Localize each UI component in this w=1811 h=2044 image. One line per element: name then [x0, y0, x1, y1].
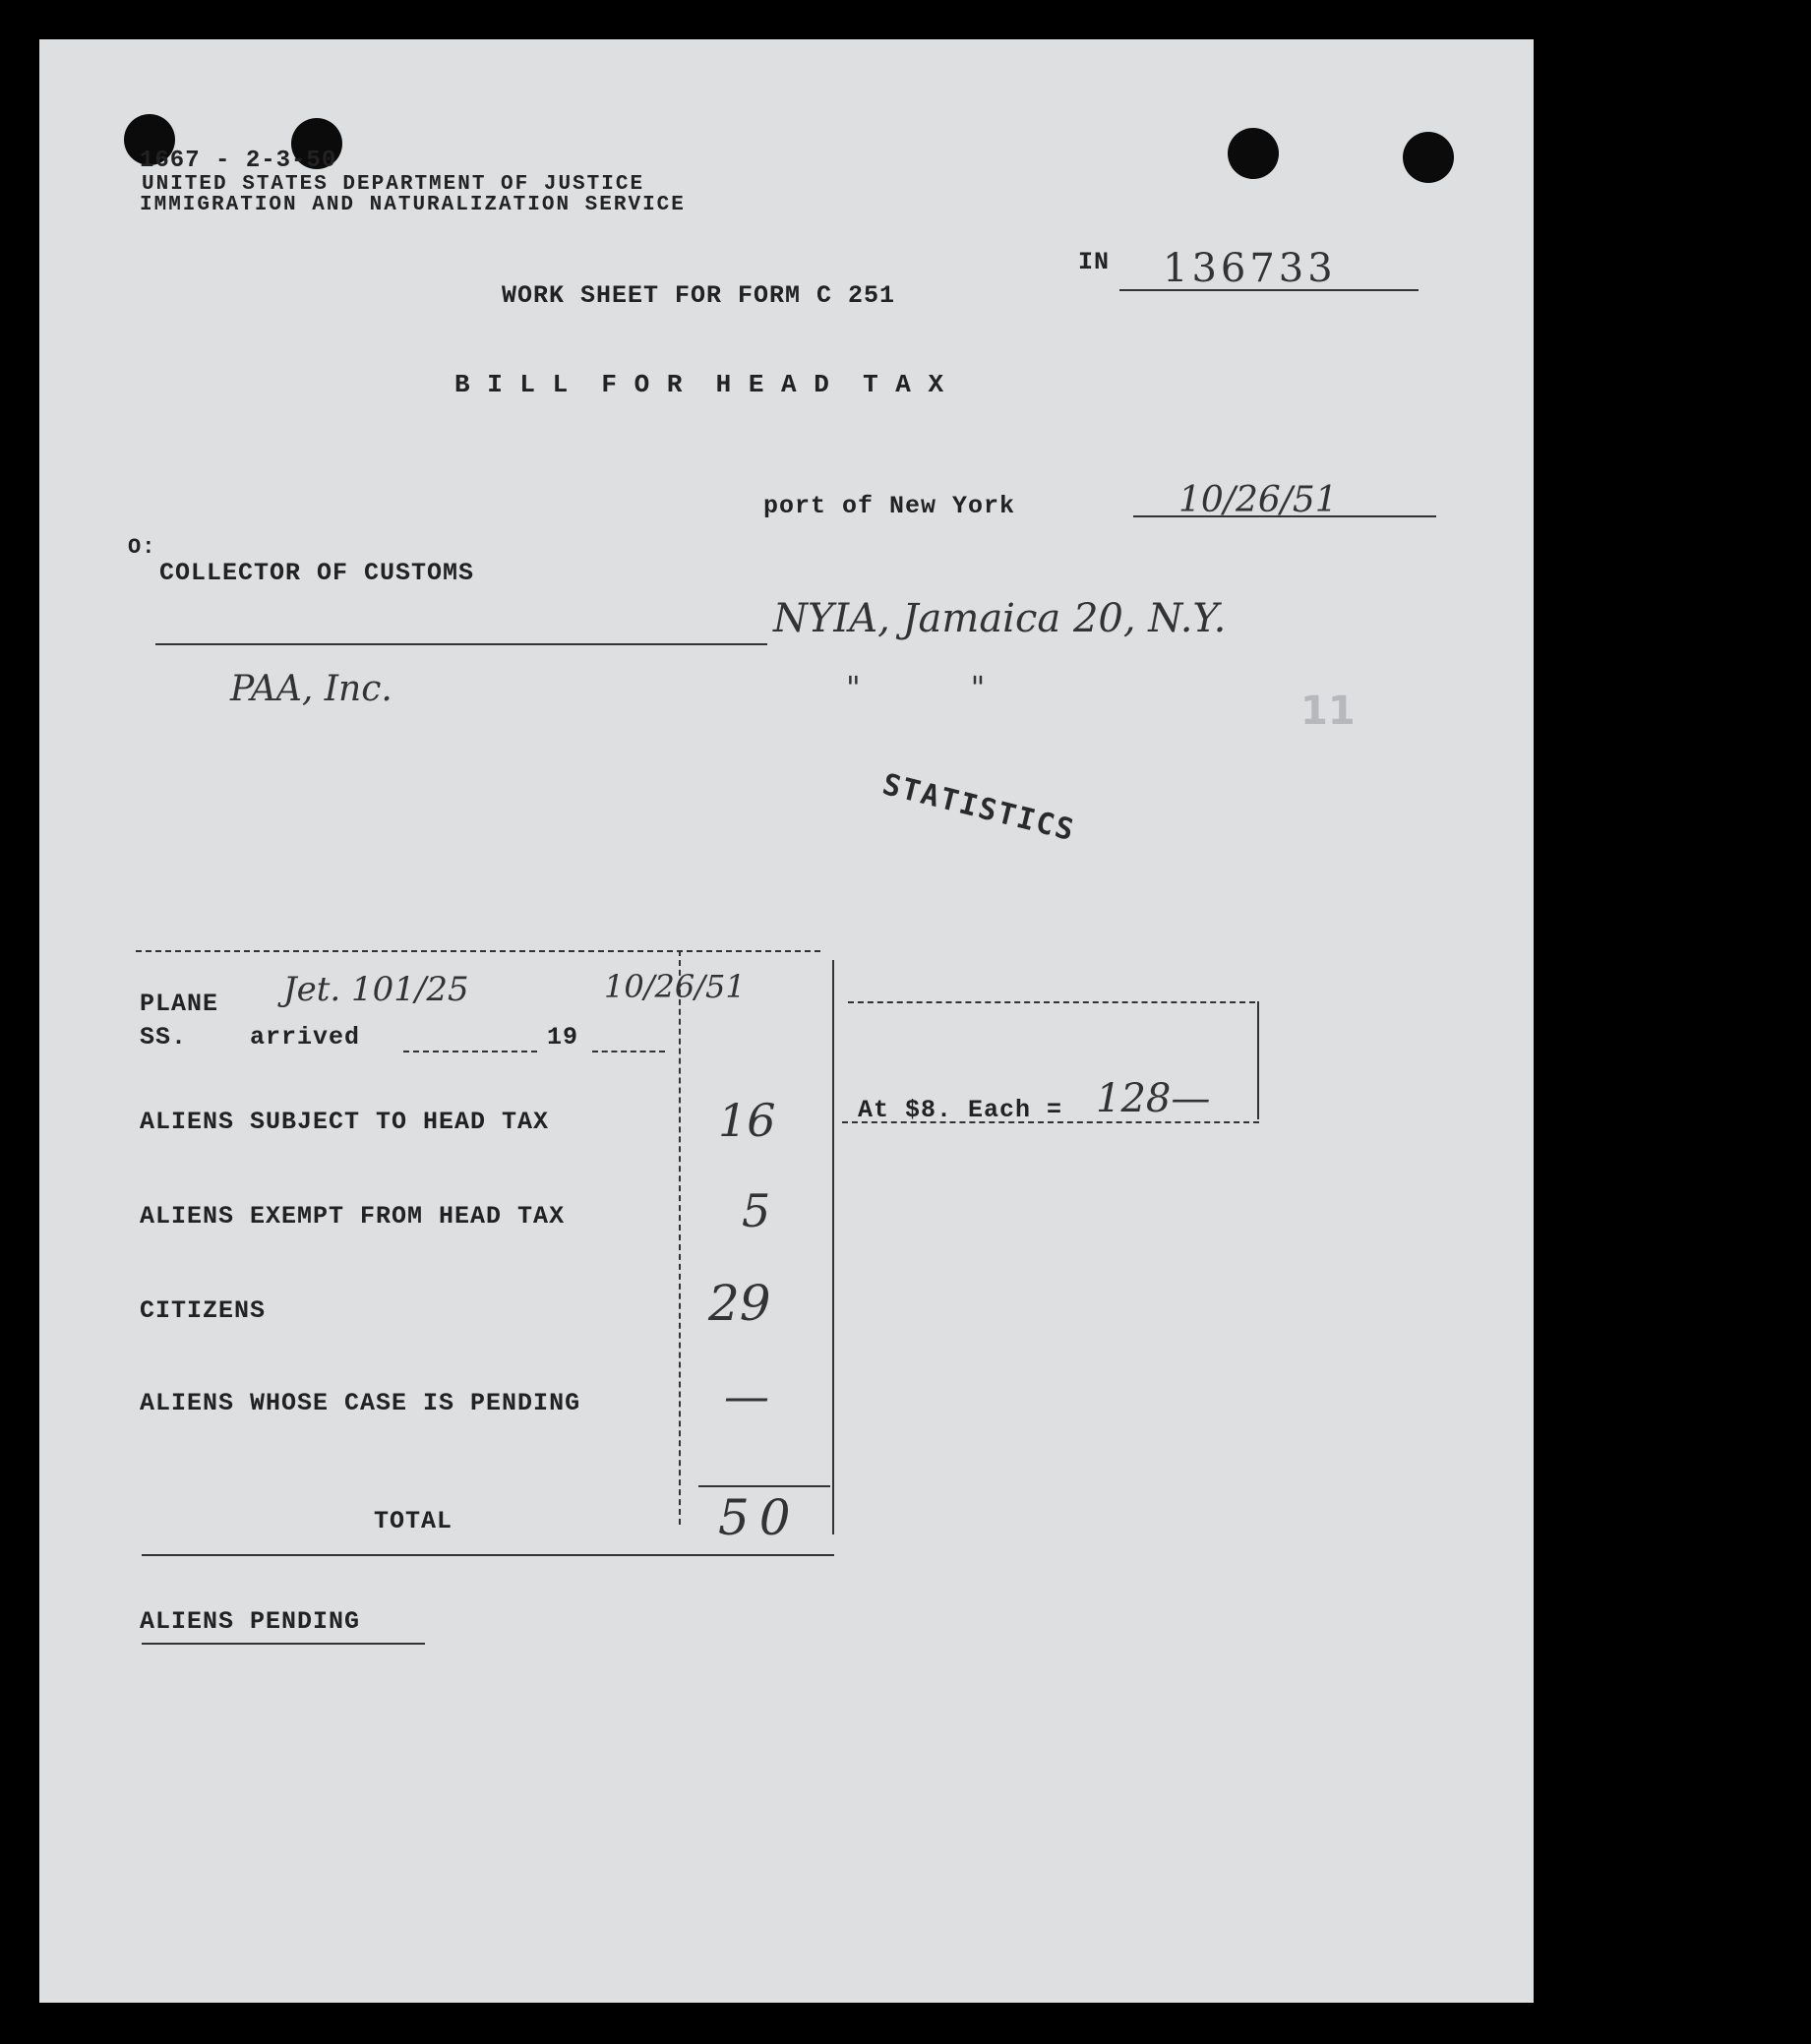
row-value-citizens: 29 — [708, 1275, 771, 1332]
year-prefix: 19 — [547, 1023, 579, 1052]
punch-hole-icon — [1228, 128, 1279, 179]
aliens-pending-underline — [142, 1643, 425, 1645]
total-value: 50 — [718, 1489, 801, 1546]
table-bottom-rule — [142, 1554, 834, 1556]
statistics-stamp: STATISTICS — [878, 767, 1079, 849]
aliens-pending-label: ALIENS PENDING — [140, 1607, 361, 1636]
arrival-date-handwritten: 10/26/51 — [604, 968, 746, 1005]
plane-label: PLANE — [140, 990, 219, 1018]
table-top-rule — [136, 950, 820, 952]
agency-line-2: IMMIGRATION AND NATURALIZATION SERVICE — [140, 194, 686, 216]
carrier-handwritten: PAA, Inc. — [230, 669, 392, 709]
tax-box-top — [848, 1001, 1255, 1003]
agency-line-1: UNITED STATES DEPARTMENT OF JUSTICE — [142, 173, 645, 196]
table-right-edge — [832, 960, 834, 1534]
form-code: 1667 - 2-3-50 — [140, 148, 337, 174]
row-value-exempt: 5 — [742, 1184, 771, 1237]
row-label-pending: ALIENS WHOSE CASE IS PENDING — [140, 1389, 581, 1417]
in-label: IN — [1078, 248, 1111, 276]
worksheet-title: WORK SHEET FOR FORM C 251 — [502, 281, 896, 310]
flight-handwritten: Jet. 101/25 — [283, 970, 469, 1009]
ditto-marks: " " — [846, 669, 986, 706]
total-rule — [698, 1485, 830, 1487]
row-value-subject: 16 — [718, 1094, 776, 1147]
in-number: 136733 — [1163, 246, 1337, 291]
tax-rate-label: At $8. Each = — [858, 1096, 1063, 1124]
arrived-label: arrived — [250, 1023, 361, 1052]
year-blank — [592, 1051, 665, 1052]
address-underline — [155, 643, 767, 645]
addressee: COLLECTOR OF CUSTOMS — [159, 559, 475, 587]
document-sheet — [39, 39, 1534, 2003]
bill-title: B I L L F O R H E A D T A X — [454, 370, 945, 399]
row-label-subject: ALIENS SUBJECT TO HEAD TAX — [140, 1108, 550, 1136]
ss-label: SS. — [140, 1023, 188, 1052]
arrived-blank — [403, 1051, 537, 1052]
port-date: 10/26/51 — [1178, 480, 1338, 520]
address-handwritten: NYIA, Jamaica 20, N.Y. — [773, 596, 1227, 641]
to-label: O: — [128, 535, 156, 560]
total-label: TOTAL — [374, 1507, 453, 1535]
punch-hole-icon — [1403, 132, 1454, 183]
row-label-exempt: ALIENS EXEMPT FROM HEAD TAX — [140, 1202, 566, 1231]
row-value-pending: — — [724, 1369, 769, 1422]
row-label-citizens: CITIZENS — [140, 1296, 267, 1325]
port-label: port of New York — [763, 492, 1016, 520]
port-date-underline — [1133, 515, 1436, 517]
in-number-underline — [1119, 289, 1419, 291]
tax-amount-handwritten: 128— — [1096, 1076, 1211, 1121]
page-number: 11 — [1300, 689, 1356, 734]
table-divider — [679, 950, 681, 1525]
tax-box-right — [1257, 1001, 1259, 1119]
